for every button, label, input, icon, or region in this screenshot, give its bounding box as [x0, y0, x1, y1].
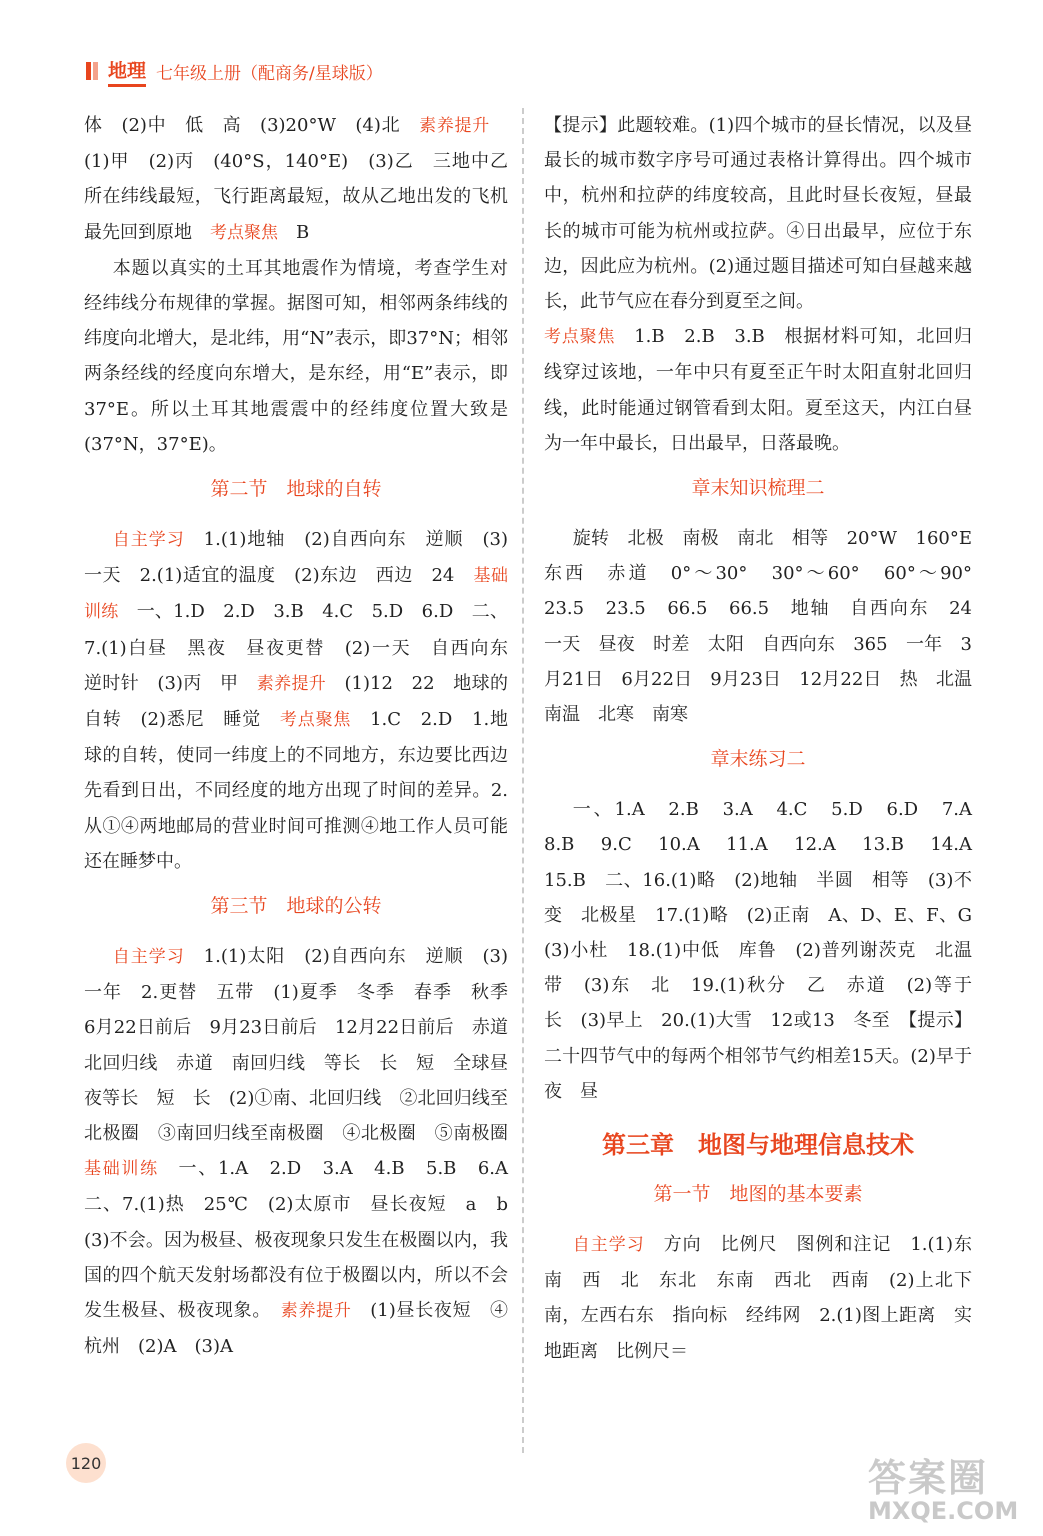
answer-text: 体 (2)中 低 高 (3)20°W (4)北	[84, 115, 420, 136]
page-header	[86, 56, 383, 86]
answer-text: (1)昼长夜短 ④ 杭州 (2)A (3)A	[84, 1300, 527, 1358]
section-title: 章末知识梳理二	[691, 477, 825, 500]
answer-block-top	[84, 108, 508, 251]
column-divider	[522, 108, 524, 1453]
section-title: 第一节 地图的基本要素	[653, 1183, 863, 1206]
book-title: 七年级上册（配商务/星球版）	[156, 63, 383, 84]
section-title: 第二节 地球的自转	[210, 478, 382, 501]
answer-block-hint	[544, 108, 972, 319]
hint-label: 【提示】	[908, 1010, 972, 1032]
answer-text: 一、1.A 2.D 3.A 4.B 5.B 6.A 二、7.(1)热 25℃ (2)太原市 昼长夜短 a b (3)不会。因为极昼、极夜现象只发生在极圈以内，我国的四个航天发射场都没有位于极圈以内，所以不会发生极昼、极夜现象。	[84, 1158, 526, 1322]
tag-label: 考点聚焦	[544, 327, 616, 348]
answer-text: 一、1.D 2.D 3.B 4.C 5.D 6.D 二、7.(1)白昼 黑夜 昼夜更替 (2)一天 自西向东 逆时针 (3)丙 甲	[84, 601, 526, 694]
summary-answers: 旋转 北极 南极 南北 相等 20°W 160°E 东西 赤道 0°～30° 30°～60° 60°～90° 23.5 23.5 66.5 66.5 地轴 自西向东 24 一天 昼夜 时差 太阳 自西向东 365 一年 3月21日 6月22日 9月23日 12月22日 热 北温 南温 北寒 南寒	[544, 528, 990, 726]
left-column	[84, 108, 527, 1365]
tag-label: 基础训练	[84, 566, 508, 623]
answer-text: 一、1.A 2.B 3.A 4.C 5.D 6.D 7.A 8.B 9.C 10.A 11.A 12.A 13.B 14.A 15.B 二、16.(1)略 (2)地轴 半圆 相等 (3)不变 北极星 17.(1)略 (2)正南 A、D、E、F、G (3)小杜 18.(1)中低 库鲁 (2)普列谢茨克 北温带 (3)东 北 19.(1)秋分 乙 赤道 (2)等于 长 (3)早上 20.(1)大雪 12或13 冬至	[544, 799, 990, 1032]
chapter-title: 第三章 地图与地理信息技术	[602, 1131, 914, 1160]
watermark-url: MXQE.COM	[868, 1497, 1019, 1525]
answer-text: 1.(1)地轴 (2)自西向东 逆顺 (3)一天 2.(1)适宜的温度 (2)东边 西边 24	[84, 529, 509, 587]
answer-text: 1.B 2.B 3.B 根据材料可知，北回归线穿过该地，一年中只有夏至正午时太阳直射北回归线，此时能通过钢管看到太阳。夏至这天，内江白昼为一年中最长，日出最早，日落最晚。	[544, 326, 972, 454]
section-title: 章末练习二	[710, 748, 806, 771]
answer-block-sec3	[84, 939, 527, 1364]
hint-label: 【提示】	[544, 115, 618, 136]
tag-label: 自主学习	[572, 1235, 645, 1256]
answer-block-ch3	[544, 1227, 991, 1369]
tag-label: 自主学习	[112, 947, 185, 968]
exercise-answers	[544, 792, 990, 1109]
answer-text: (1)12 22 地球的自转 (2)悉尼 睡觉	[84, 672, 508, 731]
answer-block-sec2	[84, 522, 526, 879]
tag-label: 基础训练	[84, 1159, 159, 1180]
tag-label: 素养提升	[280, 1301, 352, 1322]
tag-label: 素养提升	[256, 673, 327, 694]
tag-label: 素养提升	[419, 116, 491, 136]
answer-text: 二十四节气中的每两个相邻节气约相差15天。(2)早于 夜 昼	[544, 1045, 990, 1102]
header-mark-icon	[86, 62, 98, 80]
tag-label: 考点聚焦	[279, 710, 352, 731]
tag-label: 自主学习	[112, 530, 185, 551]
page-number: 120	[66, 1443, 106, 1483]
watermark-text: 答案圈	[868, 1456, 989, 1500]
section-title: 第三节 地球的公转	[210, 895, 382, 918]
answer-text: (1)甲 (2)丙 (40°S，140°E) (3)乙 三地中乙所在纬线最短，飞行距离最短，故从乙地出发的飞机最先回到原地	[84, 115, 509, 243]
right-column	[544, 108, 991, 1369]
answer-text: 此题较难。(1)四个城市的昼长情况，以及昼最长的城市数字序号可通过表格计算得出。四个城市中，杭州和拉萨的纬度较高，且此时昼长夜短，昼最长的城市可能为杭州或拉萨。④日出最早，应位于东边，因此应为杭州。(2)通过题目描述可知白昼越来越长，此节气应在春分到夏至之间。	[544, 115, 973, 313]
subject-title: 地理	[108, 56, 146, 87]
tag-label: 考点聚焦	[210, 222, 278, 243]
answer-text: 1.(1)太阳 (2)自西向东 逆顺 (3)一年 2.更替 五带 (1)夏季 冬季 春季 秋季 6月22日前后 9月23日前后 12月22日前后 赤道 北回归线 赤道 南回归线 等长 长 短 全球昼夜等长 短 长 (2)①南、北回归线 ②北回归线至北极圈 ③南回归线至南极圈 ④北极圈 ⑤南极圈	[84, 946, 526, 1145]
answer-block-focus	[544, 319, 972, 461]
answer-text: B	[278, 221, 310, 243]
answer-text: 方向 比例尺 图例和注记 1.(1)东 南 西 北 东北 东南 西北 西南 (2)上北下南，左西右东 指向标 经纬网 2.(1)图上距离 实地距离 比例尺＝	[544, 1234, 991, 1362]
watermark-logo	[868, 1458, 1018, 1524]
answer-text: 1.C 2.D 1.地球的自转，使同一纬度上的不同地方，东边要比西边先看到日出，不同经度的地方出现了时间的差异。2.从①④两地邮局的营业时间可推测④地工作人员可能还在睡梦中。	[84, 709, 509, 872]
explanation-paragraph: 本题以真实的土耳其地震作为情境，考查学生对经纬线分布规律的掌握。据图可知，相邻两条纬线的纬度向北增大，是北纬，用“N”表示，即37°N；相邻两条经线的经度向东增大，是东经，用“E”表示，即37°E。所以土耳其地震震中的经纬度位置大致是(37°N，37°E)。	[84, 257, 508, 455]
